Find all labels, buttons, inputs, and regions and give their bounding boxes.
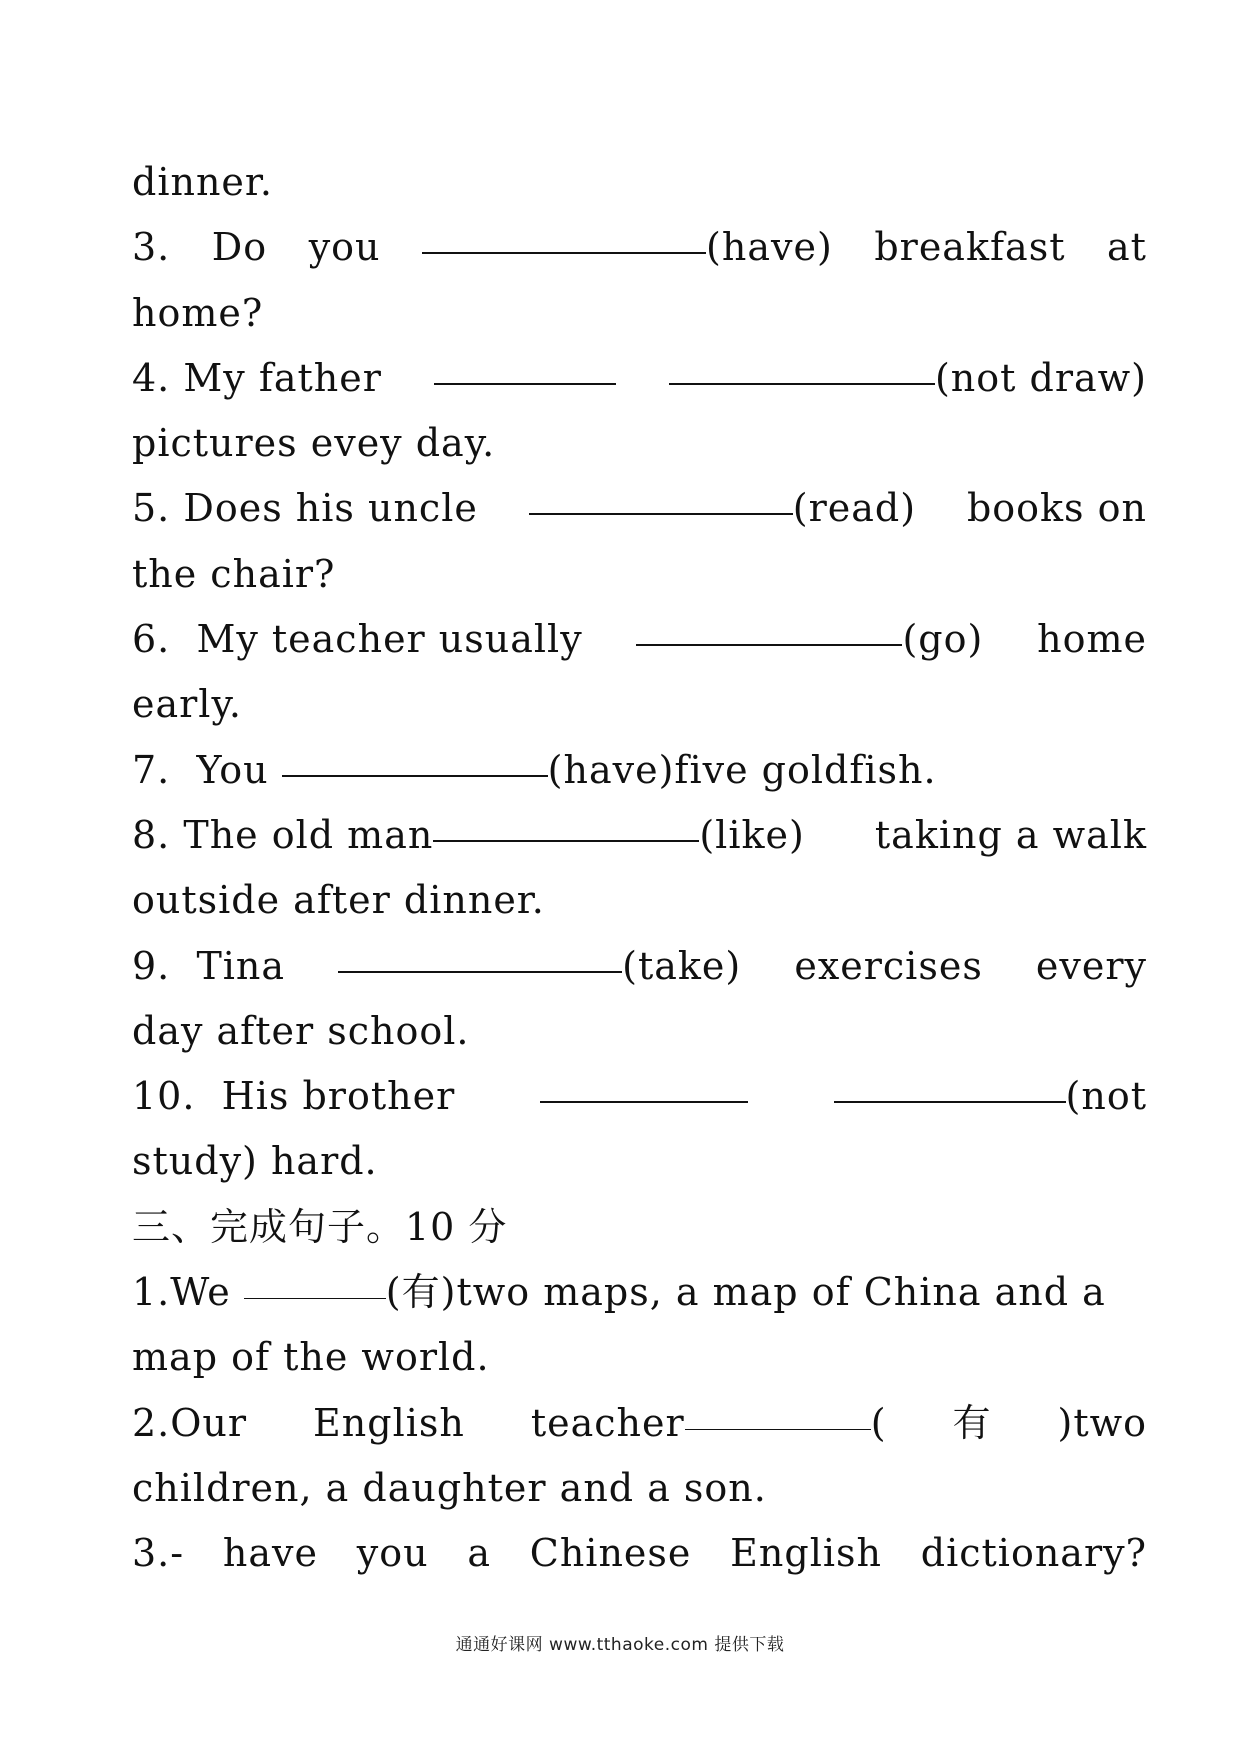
question-3: 3. Do you (have) breakfast at xyxy=(132,215,1147,280)
question-6: 6. My teacher usually (go) home xyxy=(132,607,1147,672)
line-map-of-world: map of the world. xyxy=(132,1335,490,1380)
line-chair: the chair? xyxy=(132,551,336,596)
question-5: 5. Does his uncle (read) books on xyxy=(132,476,1147,541)
answer-blank[interactable] xyxy=(434,345,616,385)
question-8: 8. The old man (like) taking a walk xyxy=(132,803,1147,868)
answer-blank[interactable] xyxy=(636,606,902,646)
question-10: 10. His brother (not xyxy=(132,1064,1147,1129)
question-4: 4. My father (not draw) xyxy=(132,346,1147,411)
exercise-content xyxy=(132,150,1147,1587)
line-home: home? xyxy=(132,290,264,335)
answer-blank[interactable] xyxy=(834,1063,1066,1103)
sentence-1: 1.We (有)two maps, a map of China and a xyxy=(132,1260,1147,1325)
answer-blank[interactable] xyxy=(540,1063,748,1103)
footer-watermark: 通通好课网 www.tthaoke.com 提供下载 xyxy=(455,1635,785,1655)
line-outside: outside after dinner. xyxy=(132,878,545,923)
question-7: 7. You (have)five goldfish. xyxy=(132,738,1147,803)
answer-blank[interactable] xyxy=(244,1260,386,1299)
sentence-2: 2.Our English teacher ( 有 )two xyxy=(132,1391,1147,1456)
section-3-heading: 三、完成句子。10 分 xyxy=(132,1204,508,1249)
line-pictures: pictures evey day. xyxy=(132,421,496,466)
answer-blank[interactable] xyxy=(338,933,622,973)
line-early: early. xyxy=(132,682,242,727)
line-dinner: dinner. xyxy=(132,160,273,204)
sentence-3: 3.- have you a Chinese English dictionary? xyxy=(132,1531,1147,1576)
question-9: 9. Tina (take) exercises every xyxy=(132,934,1147,999)
line-day-after-school: day after school. xyxy=(132,1008,470,1053)
line-study-hard: study) hard. xyxy=(132,1139,378,1184)
line-children: children, a daughter and a son. xyxy=(132,1465,767,1510)
answer-blank[interactable] xyxy=(282,737,548,777)
answer-blank[interactable] xyxy=(433,802,699,842)
answer-blank[interactable] xyxy=(669,345,935,385)
answer-blank[interactable] xyxy=(529,475,793,515)
answer-blank[interactable] xyxy=(422,214,706,254)
answer-blank[interactable] xyxy=(685,1391,871,1430)
